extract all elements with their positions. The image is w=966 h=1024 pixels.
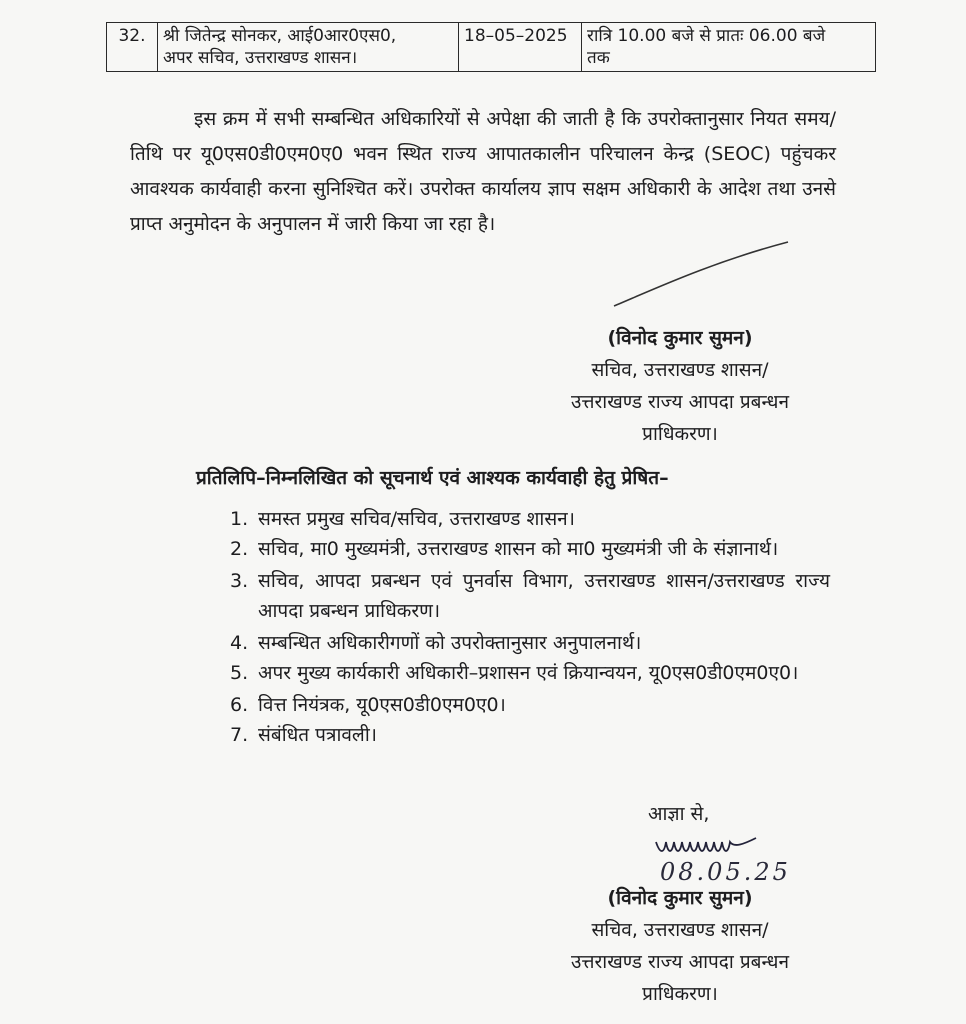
signatory-organisation-end: प्राधिकरण। xyxy=(642,983,718,1005)
handwritten-date: 08.05.25 xyxy=(660,858,791,886)
list-item-text: संबंधित पत्रावली। xyxy=(258,724,377,746)
signatory-block xyxy=(520,882,840,1010)
table-row xyxy=(107,23,876,72)
signatory-organisation: उत्तराखण्ड राज्य आपदा प्रबन्धन xyxy=(570,951,790,973)
signatory-organisation-end: प्राधिकरण। xyxy=(642,423,718,445)
duty-time-line-end: तक xyxy=(587,48,610,68)
list-item-number: 4. xyxy=(230,632,249,654)
officer-name-line: श्री जितेन्द्र सोनकर, आई0आर0एस0, xyxy=(163,26,397,46)
list-item xyxy=(230,720,830,750)
list-item xyxy=(230,690,830,720)
list-item-text: सम्बन्धित अधिकारीगणों को उपरोक्तानुसार अनुपालनार्थ। xyxy=(258,632,642,654)
body-paragraph xyxy=(130,102,836,242)
list-item xyxy=(230,534,830,564)
list-item-number: 1. xyxy=(230,508,249,530)
list-item-text: अपर मुख्य कार्यकारी अधिकारी–प्रशासन एवं क्रियान्वयन, यू0एस0डी0एम0ए0। xyxy=(258,662,799,684)
officer-name-cell xyxy=(158,23,459,72)
serial-number-cell: 32. xyxy=(107,23,158,72)
list-item-text: सचिव, मा0 मुख्यमंत्री, उत्तराखण्ड शासन को मा0 मुख्यमंत्री जी के संज्ञानार्थ। xyxy=(258,538,779,560)
list-item-text: सचिव, आपदा प्रबन्धन एवं पुनर्वास विभाग, उत्तराखण्ड शासन/उत्तराखण्ड राज्य आपदा प्रबन्धन प्राधिकरण। xyxy=(258,570,830,622)
duty-roster-table xyxy=(106,22,876,72)
list-item-number: 5. xyxy=(230,662,249,684)
body-paragraph-text: इस क्रम में सभी सम्बन्धित अधिकारियों से अपेक्षा की जाती है कि उपरोक्तानुसार नियत समय/तिथि पर यू0एस0डी0एम0ए0 भवन स्थित राज्य आपातकालीन परिचालन केन्द्र (SEOC) पहुंचकर आवश्यक कार्यवाही करना सुनिश्चित करें। उपरोक्त कार्यालय ज्ञाप सक्षम अधिकारी के आदेश तथा उनसे प्राप्त अनुमोदन के अनुपालन में जारी किया जा रहा है। xyxy=(130,108,836,235)
copy-to-heading: प्रतिलिपि–निम्नलिखित को सूचनार्थ एवं आश्यक कार्यवाही हेतु प्रेषित– xyxy=(196,467,669,489)
list-item-number: 6. xyxy=(230,694,249,716)
signatory-block xyxy=(520,322,840,450)
by-order-text: आज्ञा से, xyxy=(648,803,710,825)
list-item-text: वित्त नियंत्रक, यू0एस0डी0एम0ए0। xyxy=(258,694,506,716)
signatory-designation: सचिव, उत्तराखण्ड शासन/ xyxy=(591,359,769,381)
list-item-text: समस्त प्रमुख सचिव/सचिव, उत्तराखण्ड शासन। xyxy=(258,508,575,530)
duty-time-cell xyxy=(582,23,876,72)
signatory-organisation: उत्तराखण्ड राज्य आपदा प्रबन्धन xyxy=(570,391,790,413)
duty-date-cell: 18–05–2025 xyxy=(459,23,582,72)
duty-time-line: रात्रि 10.00 बजे से प्रातः 06.00 बजे xyxy=(587,26,826,46)
signatory-name: (विनोद कुमार सुमन) xyxy=(607,887,753,909)
list-item-number: 2. xyxy=(230,538,249,560)
list-item xyxy=(230,628,830,658)
signatory-name: (विनोद कुमार सुमन) xyxy=(607,327,753,349)
list-item-number: 3. xyxy=(230,570,249,592)
handwritten-signature xyxy=(652,832,762,860)
officer-designation-line: अपर सचिव, उत्तराखण्ड शासन। xyxy=(163,48,358,68)
list-item-number: 7. xyxy=(230,724,249,746)
list-item xyxy=(230,658,830,688)
list-item xyxy=(230,504,830,534)
copy-to-list xyxy=(230,504,830,750)
signatory-designation: सचिव, उत्तराखण्ड शासन/ xyxy=(591,919,769,941)
list-item xyxy=(230,566,830,626)
signature-stroke xyxy=(612,240,792,310)
